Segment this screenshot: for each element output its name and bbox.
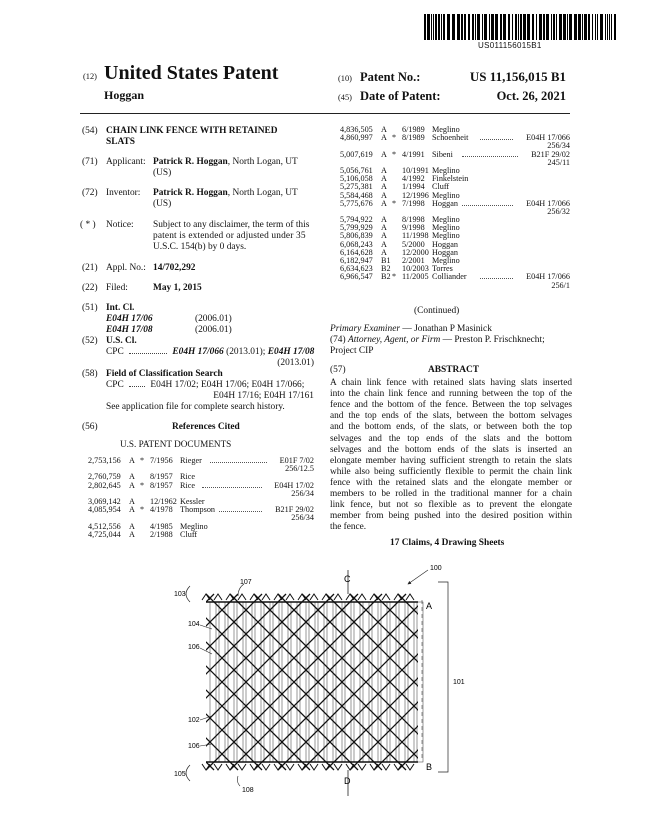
us-cl-dots <box>129 353 167 354</box>
citation-name: Meglino <box>432 125 460 134</box>
slat <box>372 602 378 762</box>
leader-108 <box>237 776 240 786</box>
mark-a: A <box>426 601 433 611</box>
citation-name: Rice <box>180 472 196 482</box>
slat <box>255 602 261 762</box>
citation-number: 2,802,645 <box>88 480 121 490</box>
citation-name: Meglino <box>180 521 208 531</box>
representative-drawing <box>160 560 480 820</box>
patent-no-label: Patent No.: <box>360 70 421 84</box>
citation-row <box>88 506 314 514</box>
citation-number: 5,806,839 <box>340 231 373 241</box>
abstract-line: fence with the retained slats and the elongate member or <box>330 477 572 488</box>
inventor-country: (US) <box>153 199 172 209</box>
citation-date: 1/1994 <box>402 182 425 192</box>
citation-subclass: 256/12.5 <box>285 464 314 474</box>
int-cl-2: E04H 17/08 <box>106 325 153 335</box>
citation-kind: A <box>129 456 135 465</box>
citation-number: 4,725,044 <box>88 529 121 539</box>
citation-name: Hoggan <box>432 247 458 257</box>
citation-class: E04H 17/02 <box>274 480 314 490</box>
selvage-twist <box>406 594 414 600</box>
applicant-value <box>153 157 298 168</box>
abstract-line: the fence. <box>330 522 367 533</box>
right-citations <box>340 126 570 290</box>
filed-code: (22) <box>82 283 98 293</box>
citation-row <box>340 151 570 159</box>
slat <box>210 602 216 762</box>
citation-star: * <box>392 198 397 208</box>
citation-number: 5,799,929 <box>340 223 373 233</box>
selvage-twist <box>382 594 390 600</box>
search-code: (58) <box>82 369 98 379</box>
inventor-value <box>153 188 298 199</box>
citation-kind: B1 <box>381 256 391 265</box>
ref-100: 100 <box>430 565 442 572</box>
citation-date: 9/1998 <box>402 223 425 233</box>
title-code: (54) <box>82 126 98 136</box>
citation-class: B21F 29/02 <box>275 505 314 515</box>
ref-107: 107 <box>240 579 252 586</box>
abstract-line: selvages and the bottom ends of the slats is inserted an <box>330 444 572 455</box>
us-docs-heading: U.S. PATENT DOCUMENTS <box>120 439 232 449</box>
filed-label: Filed: <box>106 283 128 293</box>
claims-summary: 17 Claims, 4 Drawing Sheets <box>390 538 505 548</box>
citation-number: 5,775,676 <box>340 198 373 208</box>
citation-kind: A <box>381 165 387 175</box>
citation-name: Meglino <box>432 215 460 225</box>
citation-date: 4/1992 <box>402 174 425 184</box>
citation-dots <box>480 278 513 279</box>
citation-kind: A <box>381 133 387 143</box>
attorney-line2: Project CIP <box>330 346 374 356</box>
citation-date: 8/1957 <box>150 480 173 490</box>
citation-kind: A <box>129 529 135 539</box>
citation-number: 5,584,468 <box>340 190 373 200</box>
selvage-twist <box>238 594 246 600</box>
citation-kind: A <box>129 496 135 506</box>
patent-no-value: US 11,156,015 B1 <box>469 69 566 84</box>
abstract-heading: ABSTRACT <box>428 365 480 375</box>
citation-name: Colliander <box>432 272 467 282</box>
us-cl-label: U.S. Cl. <box>106 336 137 346</box>
us-cl-cpc-2: E04H 17/08 <box>267 347 315 357</box>
citation-name: Meglino <box>432 190 460 200</box>
citation-date: 10/2003 <box>402 264 429 274</box>
search-cpc <box>106 380 304 391</box>
mesh-wire <box>160 594 286 770</box>
citation-subclass: 256/34 <box>291 513 314 523</box>
citation-number: 5,106,058 <box>340 174 373 184</box>
date-code: (45) <box>338 93 352 102</box>
abstract-line: member from being pushed into the desired position within <box>330 511 572 522</box>
search-line2: E04H 17/16; E04H 17/161 <box>213 391 314 401</box>
abstract-line: link fence, but not so flexible as to prevent the elongate <box>330 500 572 511</box>
filed-value: May 1, 2015 <box>153 283 202 293</box>
citation-kind: A <box>381 125 387 134</box>
appl-no-label: Appl. No.: <box>106 263 146 273</box>
abstract-line: elongate member having sufficient strength to retain the slats <box>330 455 572 466</box>
inventor-location: , North Logan, UT <box>227 188 298 198</box>
primary-examiner-name: — Jonathan P Masinick <box>400 324 492 334</box>
citation-star: * <box>392 133 397 143</box>
abstract-line: while also being sufficiently flexible to permit the chain link <box>330 466 572 477</box>
citation-row <box>88 531 314 539</box>
appl-no-code: (21) <box>82 263 98 273</box>
citation-kind: A <box>381 149 387 159</box>
citation-star: * <box>140 480 145 490</box>
citation-row <box>340 257 570 265</box>
abstract-line: A chain link fence with retained slats having slats inserted <box>330 378 572 388</box>
citation-date: 12/1996 <box>402 190 429 200</box>
citation-date: 8/1957 <box>150 472 173 482</box>
fence-slats <box>210 602 423 762</box>
notice-line2: patent is extended or adjusted under 35 <box>153 231 306 241</box>
citation-kind: A <box>129 521 135 531</box>
mesh-wire <box>422 594 480 770</box>
citation-class: E04H 17/066 <box>526 272 570 282</box>
citation-date: 8/1989 <box>402 133 425 143</box>
int-cl-1: E04H 17/06 <box>106 314 153 324</box>
citation-subclass-row <box>88 465 314 473</box>
abstract-line: selvages and the top ends of the slats and the bottom <box>330 433 572 444</box>
citation-number: 2,753,156 <box>88 456 121 465</box>
citation-name: Meglino <box>432 223 460 233</box>
citation-subclass: 256/34 <box>547 141 570 151</box>
applicant-country: (US) <box>153 168 172 178</box>
citation-name: Hoggan <box>432 239 458 249</box>
citation-number: 2,760,759 <box>88 472 121 482</box>
mark-d: D <box>344 776 351 786</box>
citation-name: Cluff <box>180 529 198 539</box>
citation-kind: A <box>381 239 387 249</box>
citation-star: * <box>392 272 397 282</box>
citation-subclass-row <box>340 282 570 290</box>
selvage-twist <box>358 594 366 600</box>
attorney-name: — Preston P. Frischknecht; <box>440 335 545 345</box>
mesh-wire <box>160 594 190 770</box>
citation-kind: A <box>381 223 387 233</box>
refs-code: (56) <box>82 422 98 432</box>
primary-examiner-label: Primary Examiner <box>330 324 401 334</box>
patent-no-code: (10) <box>338 74 352 83</box>
slat <box>300 602 306 762</box>
citation-kind: A <box>129 472 135 482</box>
citation-date: 10/1991 <box>402 165 429 175</box>
citation-date: 4/1985 <box>150 521 173 531</box>
citation-date: 4/1991 <box>402 149 425 159</box>
patent-type-title: United States Patent <box>104 62 279 84</box>
citation-kind: B2 <box>381 264 391 274</box>
ref-106: 106 <box>188 644 200 651</box>
int-cl-label: Int. Cl. <box>106 303 135 313</box>
attorney <box>330 335 545 346</box>
citation-number: 6,634,623 <box>340 264 373 274</box>
mark-c: C <box>344 574 351 584</box>
applicant-label: Applicant: <box>106 157 146 167</box>
inventor-short: Hoggan <box>104 88 145 102</box>
citation-class: E01F 7/02 <box>279 456 314 465</box>
invention-title: CHAIN LINK FENCE WITH RETAINED <box>106 126 278 136</box>
citation-kind: A <box>381 231 387 241</box>
int-cl-code: (51) <box>82 303 98 313</box>
ref-101: 101 <box>453 679 465 686</box>
search-line1: E04H 17/02; E04H 17/06; E04H 17/066; <box>150 380 305 390</box>
continued-note: (Continued) <box>414 306 460 316</box>
citation-star: * <box>392 149 397 159</box>
us-cl-code: (52) <box>82 336 98 346</box>
abstract-code: (57) <box>330 365 346 375</box>
citation-date: 2/2001 <box>402 256 425 265</box>
mesh-wire <box>422 594 480 770</box>
invention-title-line2: SLATS <box>106 137 136 147</box>
date-label: Date of Patent: <box>360 89 441 103</box>
abstract-line: and the top ends of the slats, between the bottom selvages <box>330 411 572 422</box>
citation-class: E04H 17/066 <box>526 133 570 143</box>
mesh-wire <box>160 594 286 770</box>
citation-subclass: 245/11 <box>547 157 570 167</box>
citation-date: 11/2005 <box>402 272 429 282</box>
citation-kind: A <box>381 190 387 200</box>
notice-line1: Subject to any disclaimer, the term of this <box>153 220 310 230</box>
slat <box>417 602 423 762</box>
citation-dots <box>210 462 266 463</box>
citation-date: 5/2000 <box>402 239 425 249</box>
slat <box>228 602 234 762</box>
selvage-twist <box>310 764 318 770</box>
citation-name: Thompson <box>180 505 216 515</box>
search-line3: See application file for complete search history. <box>106 402 285 412</box>
selvage-twist <box>358 764 366 770</box>
citation-name: Torres <box>432 264 453 274</box>
notice-label: Notice: <box>106 220 134 230</box>
citation-number: 5,007,619 <box>340 149 373 159</box>
mark-b: B <box>426 762 433 772</box>
inventor-code: (72) <box>82 188 98 198</box>
mesh-wire <box>160 594 166 770</box>
citation-date: 7/1956 <box>150 456 173 465</box>
citation-date: 8/1998 <box>402 215 425 225</box>
leader-105 <box>186 765 190 781</box>
citation-row <box>340 175 570 183</box>
citation-row <box>340 273 570 281</box>
abstract-line: members to be rolled in the traditional manner for a chain <box>330 489 572 499</box>
citation-date: 12/2000 <box>402 247 429 257</box>
slat <box>282 602 288 762</box>
us-cl-cpc-1: E04H 17/066 <box>172 347 224 357</box>
citation-dots <box>462 205 513 206</box>
mesh-wire <box>160 594 214 770</box>
selvage-twist <box>382 764 390 770</box>
ref-104: 104 <box>188 621 200 628</box>
header-rule <box>80 113 570 114</box>
refs-label: References Cited <box>172 422 240 432</box>
citation-number: 6,068,243 <box>340 239 373 249</box>
kind-code: (12) <box>83 72 97 81</box>
citation-subclass: 256/34 <box>291 488 314 498</box>
citation-number: 3,069,142 <box>88 496 121 506</box>
search-dots <box>129 386 145 387</box>
citation-name: Meglino <box>432 256 460 265</box>
citation-number: 5,056,761 <box>340 165 373 175</box>
citation-kind: A <box>381 174 387 184</box>
search-cpc-label: CPC <box>106 380 124 390</box>
citation-name: Kessler <box>180 496 205 506</box>
selvage-twist <box>406 764 414 770</box>
citation-kind: A <box>129 505 135 515</box>
citation-name: Sibeni <box>432 149 453 159</box>
citation-star: * <box>140 456 145 465</box>
slat <box>354 602 360 762</box>
citation-date: 2/1988 <box>150 529 173 539</box>
chain-link-mesh <box>160 594 480 770</box>
citation-name: Rieger <box>180 456 202 465</box>
search-label: Field of Classification Search <box>106 369 223 379</box>
citation-dots <box>480 139 513 140</box>
mesh-wire <box>398 594 480 770</box>
citation-row <box>340 134 570 142</box>
citation-date: 6/1989 <box>402 125 425 134</box>
barcode-text: US011156015B1 <box>478 41 542 50</box>
citation-number: 4,085,954 <box>88 505 121 515</box>
citation-name: Rice <box>180 480 196 490</box>
citation-number: 4,512,556 <box>88 521 121 531</box>
citation-kind: A <box>381 247 387 257</box>
us-cl-cpc-label: CPC <box>106 347 124 357</box>
header <box>0 0 648 112</box>
slat <box>327 602 333 762</box>
citation-row <box>88 523 314 531</box>
citation-number: 6,966,547 <box>340 272 373 282</box>
primary-examiner <box>330 324 492 335</box>
int-cl-1-date: (2006.01) <box>195 314 232 324</box>
citation-dots <box>219 511 262 512</box>
slat <box>399 602 405 762</box>
bracket-101 <box>438 582 448 772</box>
leader-103 <box>186 586 190 602</box>
citation-name: Hoggan <box>432 198 458 208</box>
citation-number: 5,275,381 <box>340 182 373 192</box>
citation-subclass: 256/1 <box>551 280 570 290</box>
abstract-line: and the bottom ends, of the slats, or between both the top <box>330 422 572 433</box>
citation-dots <box>202 487 262 488</box>
applicant-location: , North Logan, UT <box>227 157 298 167</box>
us-cl-cpc-2-date: (2013.01) <box>277 358 314 368</box>
applicant-code: (71) <box>82 157 98 167</box>
citation-row <box>88 482 314 490</box>
notice-line3: U.S.C. 154(b) by 0 days. <box>153 242 247 252</box>
selvage-twist <box>334 594 342 600</box>
citation-kind: B2 <box>381 272 391 282</box>
citation-date: 7/1998 <box>402 198 425 208</box>
selvage-twist <box>238 764 246 770</box>
selvage-twist <box>286 594 294 600</box>
citation-name: Finkelstein <box>432 174 469 184</box>
citation-subclass: 256/32 <box>547 206 570 216</box>
int-cl-2-date: (2006.01) <box>195 325 232 335</box>
ref-105: 105 <box>174 771 186 778</box>
selvage-twist <box>214 594 222 600</box>
mesh-wire <box>398 594 480 770</box>
citation-name: Schoenheit <box>432 133 469 143</box>
attorney-code: (74) <box>330 335 346 345</box>
selvage-twist <box>286 764 294 770</box>
citation-name: Meglino <box>432 231 460 241</box>
applicant-name: Patrick R. Hoggan <box>153 157 228 167</box>
ref-108: 108 <box>242 787 254 794</box>
citation-date: 11/1998 <box>402 231 429 241</box>
citation-dots <box>462 156 518 157</box>
inventor-name: Patrick R. Hoggan <box>153 188 228 198</box>
citation-number: 4,836,505 <box>340 125 373 134</box>
us-cl-cpc-1-date: (2013.01); <box>226 347 266 357</box>
citation-name: Meglino <box>432 165 460 175</box>
attorney-label: Attorney, Agent, or Firm <box>347 335 441 345</box>
leader-100 <box>408 570 428 584</box>
citation-name: Cluff <box>432 182 450 192</box>
citation-row <box>88 457 314 465</box>
left-citations <box>88 457 314 539</box>
mesh-wire <box>160 594 166 770</box>
mesh-wire <box>160 594 190 770</box>
citation-kind: A <box>381 198 387 208</box>
citation-kind: A <box>381 182 387 192</box>
citation-class: B21F 29/02 <box>531 149 570 159</box>
citation-number: 6,182,947 <box>340 256 373 265</box>
mesh-wire <box>470 594 480 770</box>
ref-102: 102 <box>188 717 200 724</box>
abstract-line: fence and the bottom of the fence. Between the top selvages <box>330 400 572 411</box>
selvage-twist <box>334 764 342 770</box>
citation-number: 5,794,922 <box>340 215 373 225</box>
inventor-label: Inventor: <box>106 188 141 198</box>
selvage-twist <box>214 764 222 770</box>
abstract-line: into the chain link fence and running between the top of the <box>330 389 572 400</box>
citation-star: * <box>140 505 145 515</box>
citation-number: 4,860,997 <box>340 133 373 143</box>
citation-kind: A <box>129 480 135 490</box>
selvage-twist <box>310 594 318 600</box>
date-value: Oct. 26, 2021 <box>496 89 566 103</box>
ref-103: 103 <box>174 591 186 598</box>
selvage-twist <box>262 594 270 600</box>
citation-row <box>340 200 570 208</box>
us-cl-cpc <box>106 347 314 358</box>
notice-code: ( * ) <box>80 220 96 230</box>
citation-class: E04H 17/066 <box>526 198 570 208</box>
selvage-twist <box>262 764 270 770</box>
ref-126: 106 <box>188 743 200 750</box>
citation-date: 12/1962 <box>150 496 177 506</box>
mesh-wire <box>160 594 214 770</box>
mesh-wire <box>470 594 480 770</box>
citation-kind: A <box>381 215 387 225</box>
citation-date: 4/1978 <box>150 505 173 515</box>
appl-no-value: 14/702,292 <box>153 263 196 273</box>
citation-number: 6,164,628 <box>340 247 373 257</box>
